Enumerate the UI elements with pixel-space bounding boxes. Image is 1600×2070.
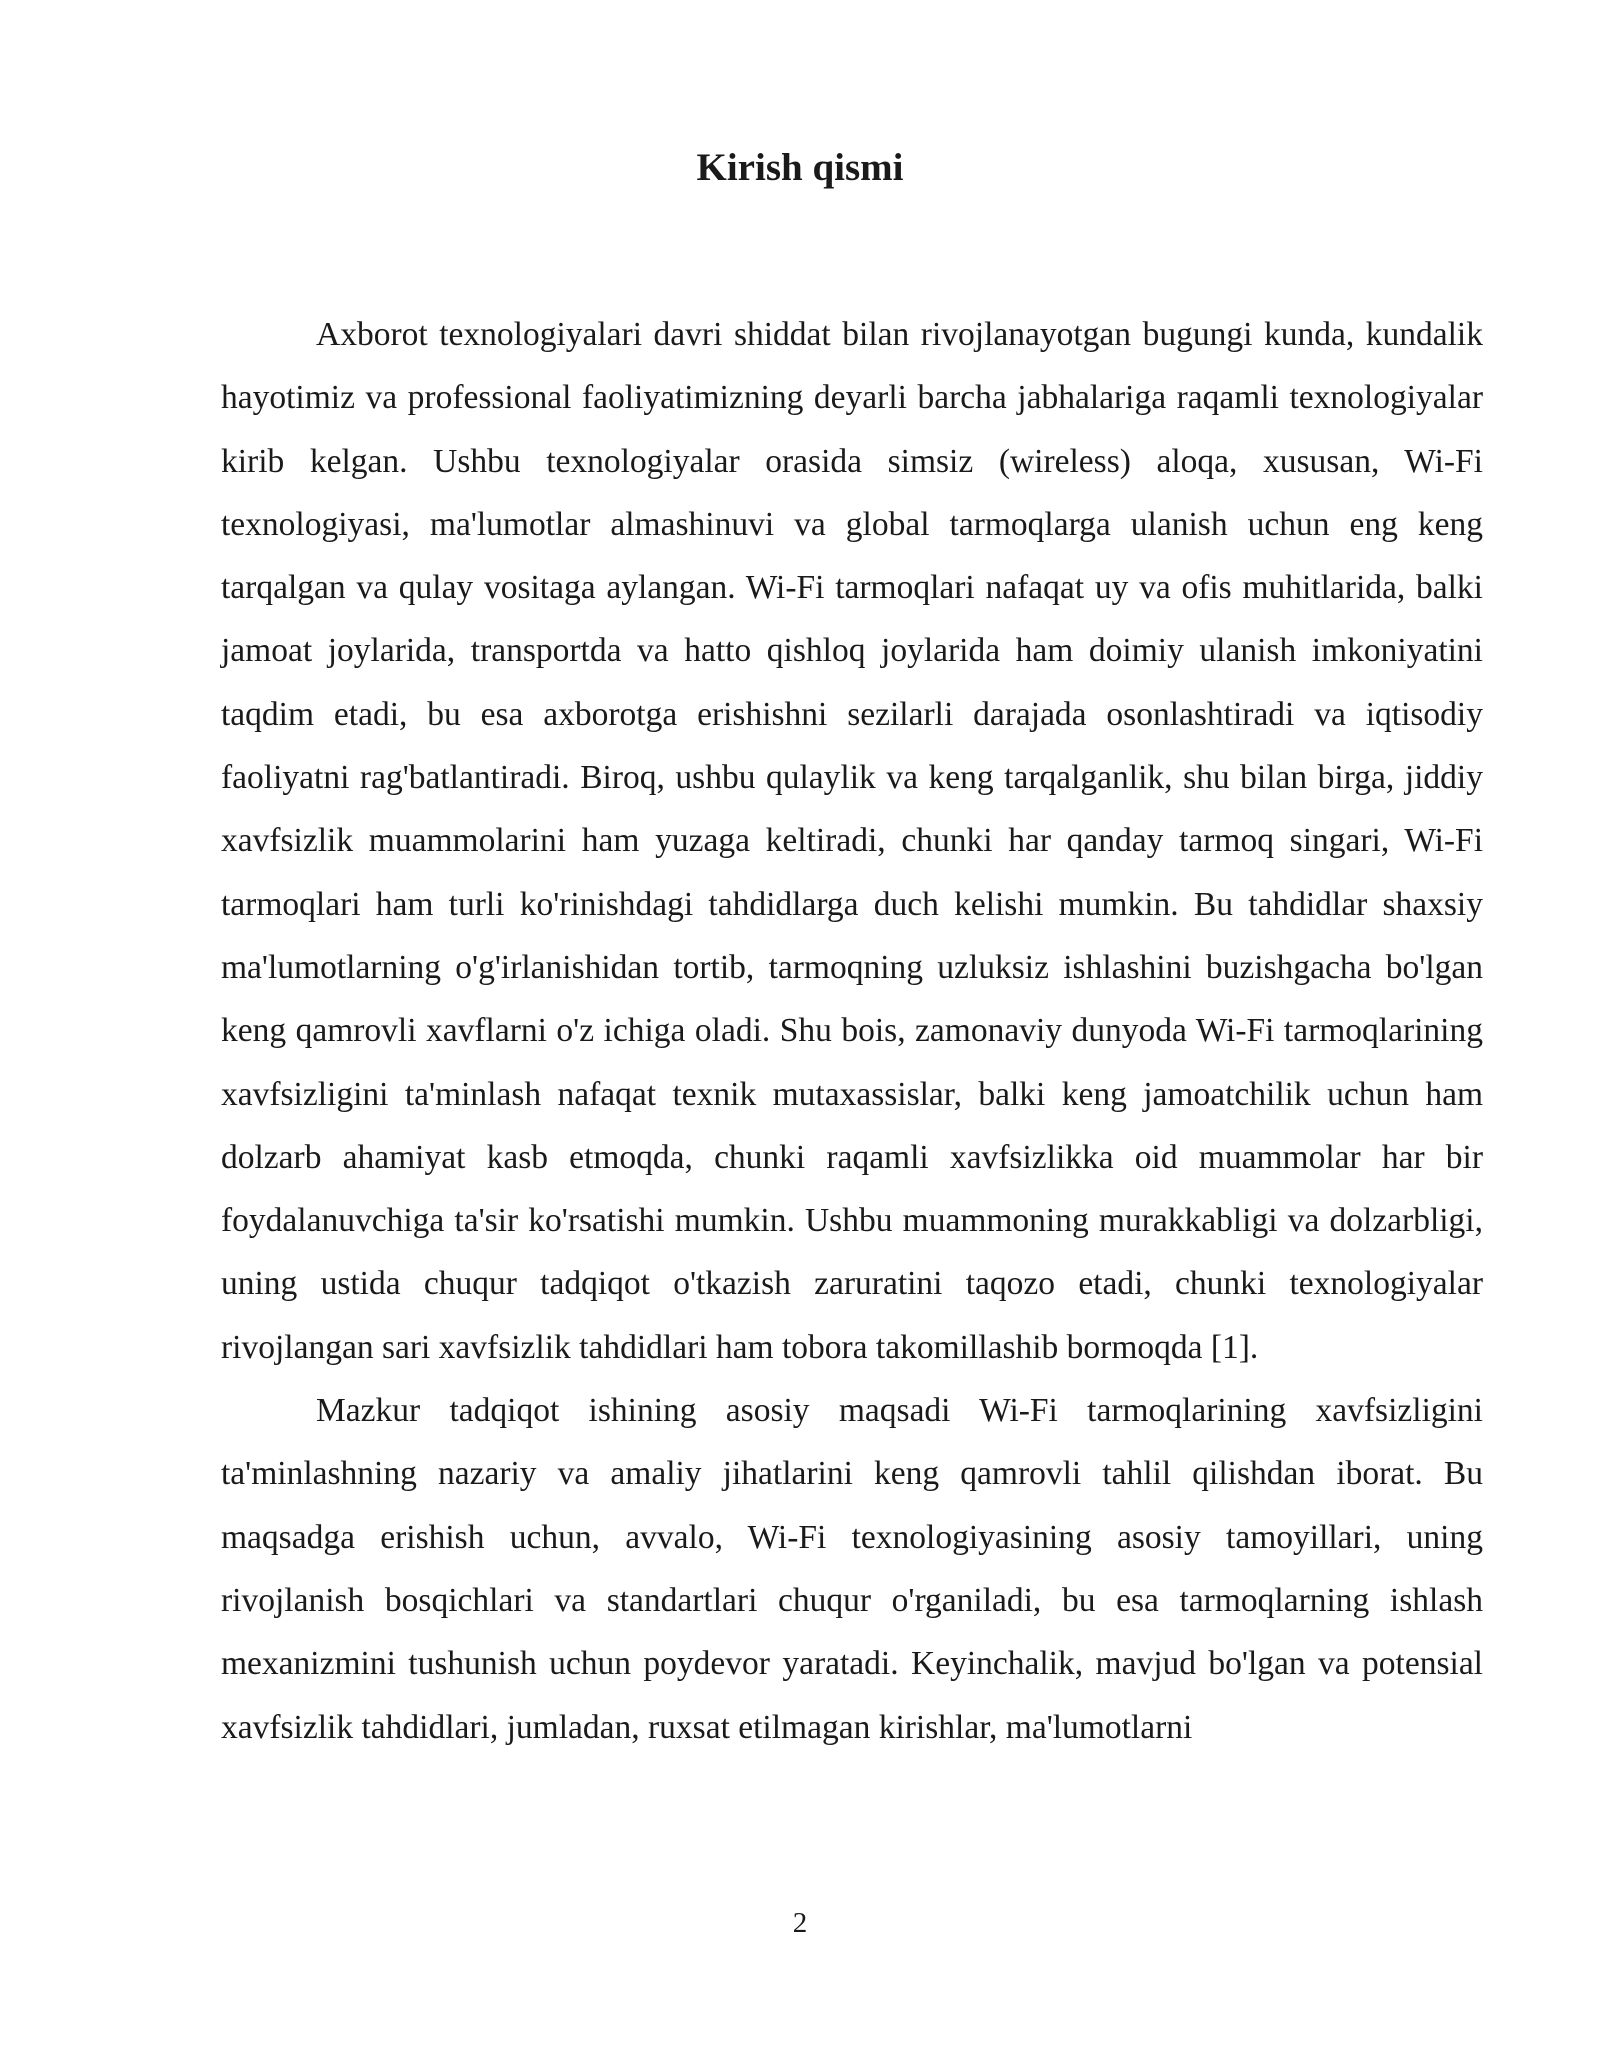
paragraph-1: Axborot texnologiyalari davri shiddat bilan rivojlanayotgan bugungi kunda, kundalik hayotimiz va professional faoliyatimizning deyarli barcha jabhalariga raqamli texnologiyalar kirib kelgan. Ushbu texnologiyalar orasida simsiz (wireless) aloqa, xususan, Wi-Fi texnologiyasi, ma'lumotlar almashinuvi va global tarmoqlarga ulanish uchun eng keng tarqalgan va qulay vositaga aylangan. Wi-Fi tarmoqlari nafaqat uy va ofis muhitlarida, balki jamoat joylarida, transportda va hatto qishloq joylarida ham doimiy ulanish imkoniyatini taqdim etadi, bu esa axborotga erishishni sezilarli darajada osonlashtiradi va iqtisodiy faoliyatni rag'batlantiradi. Biroq, ushbu qulaylik va keng tarqalganlik, shu bilan birga, jiddiy xavfsizlik muammolarini ham yuzaga keltiradi, chunki har qanday tarmoq singari, Wi-Fi tarmoqlari ham turli ko'rinishdagi tahdidlarga duch kelishi mumkin. Bu tahdidlar shaxsiy ma'lumotlarning o'g'irlanishidan tortib, tarmoqning uzluksiz ishlashini buzishgacha bo'lgan keng qamrovli xavflarni o'z ichiga oladi. Shu bois, zamonaviy dunyoda Wi-Fi tarmoqlarining xavfsizligini ta'minlash nafaqat texnik mutaxassislar, balki keng jamoatchilik uchun ham dolzarb ahamiyat kasb etmoqda, chunki raqamli xavfsizlikka oid muammolar har bir foydalanuvchiga ta'sir ko'rsatishi mumkin. Ushbu muammoning murakkabligi va dolzarbligi, uning ustida chuqur tadqiqot o'tkazish zaruratini taqozo etadi, chunki texnologiyalar rivojlangan sari xavfsizlik tahdidlari ham tobora takomillashib bormoqda [1].: [221, 316, 1483, 1366]
body-text: [221, 303, 1483, 1759]
paragraph-2: Mazkur tadqiqot ishining asosiy maqsadi Wi-Fi tarmoqlarining xavfsizligini ta'minlashning nazariy va amaliy jihatlarini keng qamrovli tahlil qilishdan iborat. Bu maqsadga erishish uchun, avvalo, Wi-Fi texnologiyasining asosiy tamoyillari, uning rivojlanish bosqichlari va standartlari chuqur o'rganiladi, bu esa tarmoqlarning ishlash mexanizmini tushunish uchun poydevor yaratadi. Keyinchalik, mavjud bo'lgan va potensial xavfsizlik tahdidlari, jumladan, ruxsat etilmagan kirishlar, ma'lumotlarni: [221, 1392, 1483, 1746]
page-title: Kirish qismi: [696, 146, 904, 189]
page-number: 2: [792, 1907, 808, 1939]
